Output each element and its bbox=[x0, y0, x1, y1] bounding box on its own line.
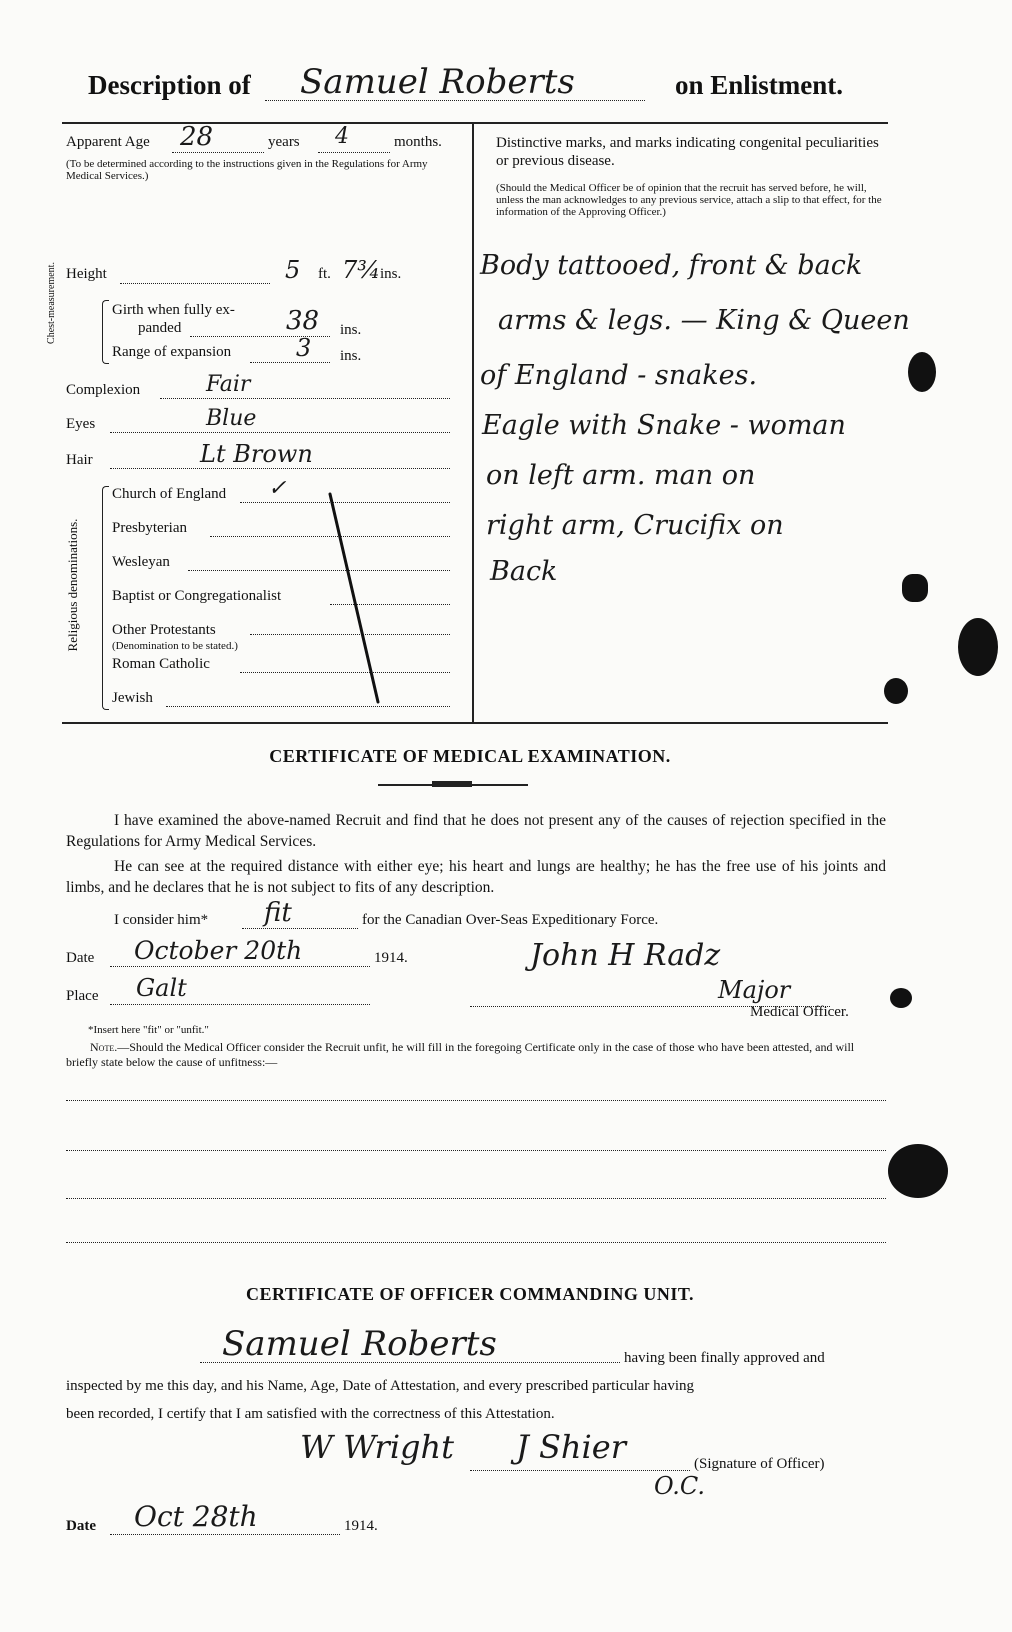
commanding-year: 1914. bbox=[344, 1518, 378, 1534]
eyes-line bbox=[110, 432, 450, 433]
religion-label: Religious denominations. bbox=[65, 518, 80, 652]
complexion-value: Fair bbox=[206, 372, 251, 397]
commanding-name-line bbox=[200, 1362, 620, 1363]
unfitness-line-4 bbox=[66, 1242, 886, 1243]
box-bottom-border bbox=[62, 722, 888, 724]
commanding-title: CERTIFICATE OF OFFICER COMMANDING UNIT. bbox=[245, 1284, 695, 1304]
range-value: 3 bbox=[296, 334, 312, 362]
apparent-age-label: Apparent Age bbox=[66, 134, 150, 150]
marks-line-2: arms & legs. — King & Queen bbox=[498, 305, 910, 336]
commanding-text-2: inspected by me this day, and his Name, Age, Date of Attestation, and every prescribed particular having bbox=[66, 1378, 695, 1394]
commanding-name: Samuel Roberts bbox=[222, 1324, 497, 1364]
unfitness-line-2 bbox=[66, 1150, 886, 1151]
box-divider bbox=[472, 124, 474, 724]
consider-label: I consider him* bbox=[114, 912, 209, 928]
note-label: Note. bbox=[90, 1040, 118, 1054]
header-name-line bbox=[265, 100, 645, 101]
religion-brace bbox=[102, 486, 109, 710]
religion-strike-line bbox=[310, 490, 390, 710]
medical-place-label: Place bbox=[66, 988, 99, 1004]
girth-label-1: Girth when fully ex- bbox=[112, 302, 235, 318]
chest-measurement-label: Chest-measurement. bbox=[46, 262, 57, 344]
marks-line-1: Body tattooed, front & back bbox=[480, 250, 863, 281]
religion-jewish: Jewish bbox=[112, 690, 153, 706]
religion-presbyterian: Presbyterian bbox=[112, 520, 187, 536]
note-text: —Should the Medical Officer consider the Recruit unfit, he will fill in the foregoing Certificate only in the case of those who have been attested, and will briefly state below the cause of unfitness:— bbox=[66, 1040, 855, 1069]
marks-line-7: Back bbox=[490, 556, 558, 587]
marks-note: (Should the Medical Officer be of opinion that the recruit has served before, he will, unless the man acknowledges to any previous service, attach a slip to that effect, for the information of the Approving Officer.) bbox=[496, 182, 882, 218]
binder-mark-3 bbox=[958, 618, 998, 676]
marks-heading: Distinctive marks, and marks indicating congenital peculiarities or previous disease. bbox=[496, 135, 879, 169]
religion-line-6 bbox=[166, 706, 450, 707]
range-line bbox=[250, 362, 330, 363]
medical-title-underline-center bbox=[432, 781, 472, 787]
religion-other-protestants: Other Protestants bbox=[112, 622, 216, 638]
binder-mark-4 bbox=[884, 678, 908, 704]
height-ins-value: 7¾ bbox=[342, 256, 381, 284]
force-text: for the Canadian Over-Seas Expeditionary Force. bbox=[362, 912, 659, 928]
unfitness-line-1 bbox=[66, 1100, 886, 1101]
medical-place-value: Galt bbox=[136, 974, 187, 1002]
months-label: months. bbox=[394, 134, 442, 150]
years-label: years bbox=[268, 134, 300, 150]
consider-value: fit bbox=[264, 898, 292, 928]
medical-year: 1914. bbox=[374, 950, 408, 966]
medical-para-2: He can see at the required distance with either eye; his heart and lungs are healthy; he has the free use of his joints and limbs, and he declares that he is not subject to fits of any description. bbox=[66, 858, 886, 896]
binder-mark-2 bbox=[902, 574, 928, 602]
medical-note bbox=[66, 1040, 886, 1070]
complexion-label: Complexion bbox=[66, 382, 141, 398]
commanding-date-value: Oct 28th bbox=[134, 1500, 258, 1533]
marks-line-3: of England - snakes. bbox=[480, 360, 758, 391]
commanding-text-3: been recorded, I certify that I am satisfied with the correctness of this Attestation. bbox=[66, 1406, 555, 1422]
header-name: Samuel Roberts bbox=[300, 62, 575, 102]
marks-line-6: right arm, Crucifix on bbox=[486, 510, 784, 541]
medical-officer-rank: Major bbox=[718, 976, 791, 1004]
binder-mark-1 bbox=[908, 352, 936, 392]
range-ins: ins. bbox=[340, 348, 362, 364]
commanding-date-line bbox=[110, 1534, 340, 1535]
commanding-signature-1: W Wright bbox=[300, 1428, 454, 1466]
girth-value: 38 bbox=[286, 306, 320, 336]
girth-ins: ins. bbox=[340, 322, 362, 338]
medical-officer-signature: John H Radz bbox=[530, 938, 721, 973]
religion-wesleyan: Wesleyan bbox=[112, 554, 170, 570]
header-suffix: on Enlistment. bbox=[675, 70, 844, 100]
medical-date-value: October 20th bbox=[134, 936, 303, 965]
range-label: Range of expansion bbox=[112, 344, 232, 360]
binder-mark-6 bbox=[888, 1144, 948, 1198]
insert-note: *Insert here "fit" or "unfit." bbox=[88, 1024, 209, 1036]
religion-baptist: Baptist or Congregationalist bbox=[112, 588, 282, 604]
age-months-value: 4 bbox=[335, 124, 349, 149]
commanding-signature-line bbox=[470, 1470, 690, 1471]
binder-mark-5 bbox=[890, 988, 912, 1008]
hair-label: Hair bbox=[66, 452, 93, 468]
age-note: (To be determined according to the instructions given in the Regulations for Army Medical Services.) bbox=[66, 158, 428, 182]
ft-label: ft. bbox=[318, 266, 331, 282]
religion-roman-catholic: Roman Catholic bbox=[112, 656, 210, 672]
age-months-line bbox=[318, 152, 390, 153]
girth-label-2: panded bbox=[138, 320, 182, 336]
eyes-value: Blue bbox=[206, 406, 257, 431]
medical-place-line bbox=[110, 1004, 370, 1005]
hair-value: Lt Brown bbox=[200, 440, 313, 468]
medical-date-label: Date bbox=[66, 950, 95, 966]
medical-title: CERTIFICATE OF MEDICAL EXAMINATION. bbox=[269, 746, 671, 766]
other-protestants-note: (Denomination to be stated.) bbox=[112, 640, 238, 652]
commanding-signature-3: O.C. bbox=[654, 1472, 706, 1500]
age-years-value: 28 bbox=[180, 122, 214, 152]
marks-line-5: on left arm. man on bbox=[486, 460, 756, 491]
church-mark: ✓ bbox=[268, 476, 287, 501]
eyes-label: Eyes bbox=[66, 416, 96, 432]
height-line bbox=[120, 283, 270, 284]
medical-para-1: I have examined the above-named Recruit and find that he does not present any of the causes of rejection specified in the Regulations for Army Medical Services. bbox=[66, 812, 886, 850]
consider-line bbox=[242, 928, 358, 929]
height-label: Height bbox=[66, 266, 107, 282]
marks-line-4: Eagle with Snake - woman bbox=[482, 410, 846, 441]
medical-date-line bbox=[110, 966, 370, 967]
height-ft-value: 5 bbox=[285, 256, 301, 284]
commanding-text-1: having been finally approved and bbox=[624, 1350, 825, 1366]
commanding-date-label: Date bbox=[66, 1518, 96, 1534]
commanding-signature-2: J Shier bbox=[516, 1428, 626, 1466]
unfitness-line-3 bbox=[66, 1198, 886, 1199]
hair-line bbox=[110, 468, 450, 469]
religion-church-of-england: Church of England bbox=[112, 486, 227, 502]
ins-label: ins. bbox=[380, 266, 402, 282]
signature-label: (Signature of Officer) bbox=[694, 1456, 825, 1472]
medical-officer-label: Medical Officer. bbox=[750, 1004, 849, 1020]
complexion-line bbox=[160, 398, 450, 399]
header-prefix: Description of bbox=[88, 70, 251, 100]
chest-brace bbox=[102, 300, 109, 364]
age-years-line bbox=[172, 152, 264, 153]
